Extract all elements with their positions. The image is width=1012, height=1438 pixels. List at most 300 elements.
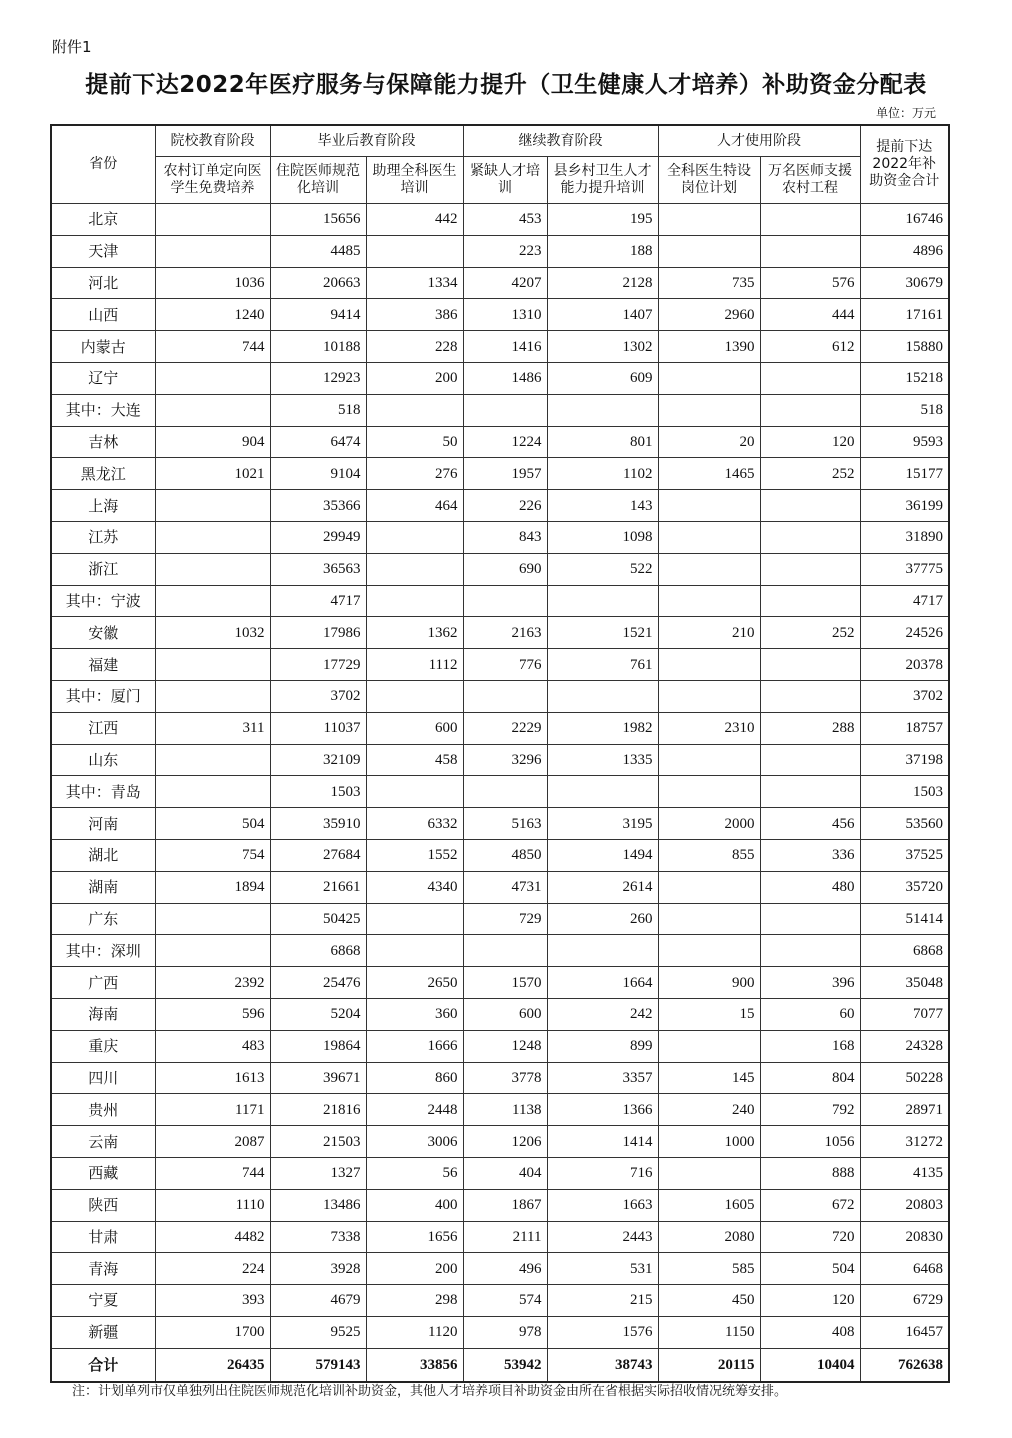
cell-rural-order [155, 903, 270, 935]
cell-assistant-gp [366, 585, 463, 617]
cell-total: 51414 [860, 903, 949, 935]
cell-total: 35048 [860, 967, 949, 999]
cell-rural-order [155, 394, 270, 426]
cell-county-rural: 2128 [547, 267, 658, 299]
cell-10k-doctors [760, 394, 860, 426]
cell-county-rural: 1366 [547, 1094, 658, 1126]
cell-gp-special: 1150 [658, 1316, 760, 1348]
cell-total: 35720 [860, 871, 949, 903]
province-cell: 黑龙江 [51, 458, 155, 490]
cell-county-rural [547, 935, 658, 967]
cell-county-rural [547, 680, 658, 712]
cell-assistant-gp: 600 [366, 712, 463, 744]
province-cell: 上海 [51, 490, 155, 522]
cell-county-rural: 1414 [547, 1126, 658, 1158]
cell-shortage: 3296 [463, 744, 547, 776]
cell-shortage: 2163 [463, 617, 547, 649]
cell-rural-order: 2087 [155, 1126, 270, 1158]
province-cell: 天津 [51, 235, 155, 267]
cell-rural-order: 596 [155, 998, 270, 1030]
province-cell: 江西 [51, 712, 155, 744]
cell-resident: 17986 [270, 617, 366, 649]
cell-resident: 1327 [270, 1157, 366, 1189]
cell-total: 20830 [860, 1221, 949, 1253]
cell-county-rural: 899 [547, 1030, 658, 1062]
cell-rural-order [155, 935, 270, 967]
cell-resident: 4485 [270, 235, 366, 267]
table-row [51, 1126, 949, 1158]
cell-county-rural: 1663 [547, 1189, 658, 1221]
cell-total: 4896 [860, 235, 949, 267]
cell-total: 15177 [860, 458, 949, 490]
cell-county-rural: 242 [547, 998, 658, 1030]
cell-shortage: 1138 [463, 1094, 547, 1126]
cell-shortage [463, 680, 547, 712]
cell-assistant-gp: 298 [366, 1285, 463, 1317]
cell-gp-special: 450 [658, 1285, 760, 1317]
cell-gp-special [658, 394, 760, 426]
table-row [51, 1062, 949, 1094]
cell-assistant-gp [366, 776, 463, 808]
cell-assistant-gp: 1120 [366, 1316, 463, 1348]
cell-assistant-gp: 464 [366, 490, 463, 522]
province-cell: 广东 [51, 903, 155, 935]
cell-10k-doctors: 396 [760, 967, 860, 999]
cell-resident: 19864 [270, 1030, 366, 1062]
cell-total: 4135 [860, 1157, 949, 1189]
cell-shortage: 453 [463, 204, 547, 236]
cell-assistant-gp [366, 521, 463, 553]
cell-shortage: 776 [463, 649, 547, 681]
cell-total: 20803 [860, 1189, 949, 1221]
cell-assistant-gp: 2650 [366, 967, 463, 999]
cell-rural-order: 1021 [155, 458, 270, 490]
province-cell: 浙江 [51, 553, 155, 585]
cell-10k-doctors [760, 935, 860, 967]
cell-county-rural [547, 776, 658, 808]
province-cell: 北京 [51, 204, 155, 236]
summary-row [51, 1348, 949, 1382]
table-row [51, 362, 949, 394]
cell-resident: 11037 [270, 712, 366, 744]
cell-total: 20378 [860, 649, 949, 681]
cell-shortage: 404 [463, 1157, 547, 1189]
table-row [51, 1285, 949, 1317]
cell-rural-order: 1110 [155, 1189, 270, 1221]
cell-gp-special: 1605 [658, 1189, 760, 1221]
cell-10k-doctors: 576 [760, 267, 860, 299]
header-county-rural: 县乡村卫生人才能力提升培训 [547, 157, 658, 204]
cell-10k-doctors: 168 [760, 1030, 860, 1062]
cell-assistant-gp: 200 [366, 362, 463, 394]
table-row [51, 1253, 949, 1285]
cell-10k-doctors [760, 235, 860, 267]
cell-10k-doctors: 804 [760, 1062, 860, 1094]
page-title: 提前下达2022年医疗服务与保障能力提升（卫生健康人才培养）补助资金分配表 [85, 72, 927, 98]
cell-county-rural: 531 [547, 1253, 658, 1285]
cell-rural-order: 1036 [155, 267, 270, 299]
province-cell: 山西 [51, 299, 155, 331]
cell-rural-order [155, 649, 270, 681]
cell-10k-doctors: 456 [760, 808, 860, 840]
cell-shortage: 574 [463, 1285, 547, 1317]
cell-total: 31272 [860, 1126, 949, 1158]
cell-resident: 518 [270, 394, 366, 426]
cell-10k-doctors [760, 903, 860, 935]
cell-gp-special [658, 1030, 760, 1062]
table-row [51, 299, 949, 331]
header-rural-order: 农村订单定向医学生免费培养 [155, 157, 270, 204]
cell-assistant-gp [366, 553, 463, 585]
table-row [51, 331, 949, 363]
cell-10k-doctors: 60 [760, 998, 860, 1030]
province-cell: 西藏 [51, 1157, 155, 1189]
cell-county-rural: 260 [547, 903, 658, 935]
cell-total: 762638 [860, 1348, 949, 1382]
cell-county-rural: 143 [547, 490, 658, 522]
cell-county-rural [547, 585, 658, 617]
cell-county-rural: 3195 [547, 808, 658, 840]
province-cell: 宁夏 [51, 1285, 155, 1317]
cell-shortage: 2111 [463, 1221, 547, 1253]
cell-rural-order: 2392 [155, 967, 270, 999]
cell-resident: 32109 [270, 744, 366, 776]
cell-resident: 579143 [270, 1348, 366, 1382]
cell-shortage [463, 776, 547, 808]
cell-assistant-gp: 4340 [366, 871, 463, 903]
cell-gp-special [658, 362, 760, 394]
cell-resident: 4717 [270, 585, 366, 617]
header-stage-school: 院校教育阶段 [155, 125, 270, 157]
cell-gp-special: 15 [658, 998, 760, 1030]
province-cell: 青海 [51, 1253, 155, 1285]
cell-total: 15880 [860, 331, 949, 363]
cell-shortage [463, 585, 547, 617]
cell-rural-order: 1894 [155, 871, 270, 903]
allocation-table [50, 124, 950, 1383]
cell-assistant-gp: 50 [366, 426, 463, 458]
province-cell: 湖南 [51, 871, 155, 903]
cell-shortage: 3778 [463, 1062, 547, 1094]
cell-shortage [463, 394, 547, 426]
cell-10k-doctors [760, 362, 860, 394]
cell-assistant-gp: 1362 [366, 617, 463, 649]
cell-10k-doctors: 408 [760, 1316, 860, 1348]
cell-10k-doctors [760, 585, 860, 617]
cell-10k-doctors: 444 [760, 299, 860, 331]
cell-10k-doctors [760, 649, 860, 681]
cell-10k-doctors: 10404 [760, 1348, 860, 1382]
cell-resident: 5204 [270, 998, 366, 1030]
cell-resident: 1503 [270, 776, 366, 808]
cell-assistant-gp: 1552 [366, 839, 463, 871]
cell-rural-order [155, 585, 270, 617]
cell-assistant-gp: 400 [366, 1189, 463, 1221]
cell-rural-order: 744 [155, 331, 270, 363]
province-cell: 重庆 [51, 1030, 155, 1062]
table-row [51, 808, 949, 840]
cell-10k-doctors [760, 521, 860, 553]
province-cell: 甘肃 [51, 1221, 155, 1253]
province-cell: 其中：厦门 [51, 680, 155, 712]
cell-total: 6729 [860, 1285, 949, 1317]
cell-rural-order: 311 [155, 712, 270, 744]
table-row [51, 967, 949, 999]
table-row [51, 521, 949, 553]
cell-shortage: 2229 [463, 712, 547, 744]
cell-shortage: 223 [463, 235, 547, 267]
cell-10k-doctors: 336 [760, 839, 860, 871]
table-row [51, 1189, 949, 1221]
cell-shortage [463, 935, 547, 967]
cell-10k-doctors [760, 553, 860, 585]
cell-county-rural: 1576 [547, 1316, 658, 1348]
header-stage-usage: 人才使用阶段 [658, 125, 860, 157]
cell-resident: 4679 [270, 1285, 366, 1317]
cell-rural-order [155, 362, 270, 394]
cell-gp-special [658, 235, 760, 267]
table-row [51, 1094, 949, 1126]
province-cell: 湖北 [51, 839, 155, 871]
table-row [51, 649, 949, 681]
table-row [51, 776, 949, 808]
cell-county-rural: 761 [547, 649, 658, 681]
cell-shortage: 1957 [463, 458, 547, 490]
cell-resident: 36563 [270, 553, 366, 585]
cell-assistant-gp: 386 [366, 299, 463, 331]
cell-county-rural: 195 [547, 204, 658, 236]
cell-total: 15218 [860, 362, 949, 394]
cell-county-rural: 2443 [547, 1221, 658, 1253]
cell-rural-order: 224 [155, 1253, 270, 1285]
table-row [51, 394, 949, 426]
province-cell: 广西 [51, 967, 155, 999]
footnote: 注：计划单列市仅单独列出住院医师规范化培训补助资金，其他人才培养项目补助资金由所在省根据实际招收情况统筹安排。 [72, 1384, 788, 1399]
cell-total: 24526 [860, 617, 949, 649]
header-10k-doctors: 万名医师支援农村工程 [760, 157, 860, 204]
cell-rural-order [155, 490, 270, 522]
province-cell: 新疆 [51, 1316, 155, 1348]
cell-shortage: 1206 [463, 1126, 547, 1158]
cell-10k-doctors: 612 [760, 331, 860, 363]
cell-rural-order [155, 776, 270, 808]
cell-assistant-gp: 458 [366, 744, 463, 776]
cell-rural-order: 1613 [155, 1062, 270, 1094]
table-row [51, 490, 949, 522]
cell-county-rural: 716 [547, 1157, 658, 1189]
cell-gp-special [658, 204, 760, 236]
cell-shortage: 496 [463, 1253, 547, 1285]
cell-resident: 35910 [270, 808, 366, 840]
cell-county-rural: 1098 [547, 521, 658, 553]
cell-rural-order: 1032 [155, 617, 270, 649]
cell-gp-special: 1390 [658, 331, 760, 363]
cell-rural-order: 1700 [155, 1316, 270, 1348]
table-row [51, 1030, 949, 1062]
province-cell: 四川 [51, 1062, 155, 1094]
cell-total: 6868 [860, 935, 949, 967]
cell-10k-doctors: 888 [760, 1157, 860, 1189]
cell-shortage: 4207 [463, 267, 547, 299]
cell-shortage: 843 [463, 521, 547, 553]
province-cell: 河南 [51, 808, 155, 840]
header-shortage: 紧缺人才培训 [463, 157, 547, 204]
cell-total: 4717 [860, 585, 949, 617]
cell-total: 28971 [860, 1094, 949, 1126]
cell-total: 37525 [860, 839, 949, 871]
table-row [51, 204, 949, 236]
province-cell: 其中：深圳 [51, 935, 155, 967]
cell-resident: 15656 [270, 204, 366, 236]
cell-assistant-gp: 200 [366, 1253, 463, 1285]
cell-gp-special [658, 1157, 760, 1189]
cell-total: 24328 [860, 1030, 949, 1062]
cell-resident: 27684 [270, 839, 366, 871]
cell-10k-doctors: 480 [760, 871, 860, 903]
cell-rural-order: 4482 [155, 1221, 270, 1253]
table-row [51, 839, 949, 871]
table-row [51, 712, 949, 744]
cell-shortage: 1310 [463, 299, 547, 331]
table-row [51, 935, 949, 967]
header-assistant-gp: 助理全科医生培训 [366, 157, 463, 204]
cell-gp-special: 2960 [658, 299, 760, 331]
header-gp-special: 全科医生特设岗位计划 [658, 157, 760, 204]
cell-assistant-gp [366, 680, 463, 712]
cell-rural-order: 393 [155, 1285, 270, 1317]
table-row [51, 585, 949, 617]
cell-rural-order: 904 [155, 426, 270, 458]
cell-assistant-gp [366, 935, 463, 967]
province-cell: 云南 [51, 1126, 155, 1158]
cell-county-rural: 215 [547, 1285, 658, 1317]
cell-10k-doctors [760, 776, 860, 808]
cell-10k-doctors [760, 680, 860, 712]
cell-10k-doctors [760, 490, 860, 522]
cell-gp-special [658, 776, 760, 808]
table-row [51, 680, 949, 712]
province-cell: 海南 [51, 998, 155, 1030]
cell-assistant-gp: 228 [366, 331, 463, 363]
province-cell: 合计 [51, 1348, 155, 1382]
cell-county-rural: 188 [547, 235, 658, 267]
table-row [51, 998, 949, 1030]
cell-assistant-gp: 6332 [366, 808, 463, 840]
cell-resident: 6868 [270, 935, 366, 967]
cell-resident: 10188 [270, 331, 366, 363]
cell-assistant-gp: 1666 [366, 1030, 463, 1062]
cell-county-rural: 1521 [547, 617, 658, 649]
cell-shortage: 1570 [463, 967, 547, 999]
attachment-label: 附件1 [52, 38, 92, 56]
province-cell: 辽宁 [51, 362, 155, 394]
province-cell: 内蒙古 [51, 331, 155, 363]
cell-10k-doctors: 252 [760, 458, 860, 490]
cell-shortage: 4850 [463, 839, 547, 871]
cell-10k-doctors: 504 [760, 1253, 860, 1285]
cell-county-rural: 609 [547, 362, 658, 394]
cell-total: 7077 [860, 998, 949, 1030]
cell-county-rural: 1407 [547, 299, 658, 331]
cell-resident: 3928 [270, 1253, 366, 1285]
cell-10k-doctors: 252 [760, 617, 860, 649]
cell-rural-order: 483 [155, 1030, 270, 1062]
table-row [51, 426, 949, 458]
cell-county-rural: 1302 [547, 331, 658, 363]
cell-resident: 13486 [270, 1189, 366, 1221]
cell-shortage: 5163 [463, 808, 547, 840]
cell-10k-doctors: 792 [760, 1094, 860, 1126]
table-row [51, 903, 949, 935]
province-cell: 其中：青岛 [51, 776, 155, 808]
cell-shortage: 690 [463, 553, 547, 585]
province-cell: 河北 [51, 267, 155, 299]
cell-resident: 12923 [270, 362, 366, 394]
cell-gp-special [658, 490, 760, 522]
cell-gp-special: 2310 [658, 712, 760, 744]
cell-resident: 9525 [270, 1316, 366, 1348]
cell-10k-doctors [760, 204, 860, 236]
cell-assistant-gp [366, 235, 463, 267]
cell-assistant-gp [366, 394, 463, 426]
cell-county-rural: 2614 [547, 871, 658, 903]
cell-resident: 6474 [270, 426, 366, 458]
cell-county-rural: 38743 [547, 1348, 658, 1382]
province-cell: 其中：大连 [51, 394, 155, 426]
cell-rural-order [155, 204, 270, 236]
cell-county-rural: 1664 [547, 967, 658, 999]
cell-gp-special: 585 [658, 1253, 760, 1285]
cell-resident: 35366 [270, 490, 366, 522]
header-province: 省份 [51, 125, 155, 204]
cell-shortage: 4731 [463, 871, 547, 903]
cell-assistant-gp: 3006 [366, 1126, 463, 1158]
cell-gp-special: 20 [658, 426, 760, 458]
cell-county-rural: 1102 [547, 458, 658, 490]
province-cell: 山东 [51, 744, 155, 776]
table-row [51, 871, 949, 903]
cell-resident: 3702 [270, 680, 366, 712]
cell-resident: 9104 [270, 458, 366, 490]
cell-rural-order: 504 [155, 808, 270, 840]
cell-10k-doctors: 120 [760, 426, 860, 458]
cell-rural-order [155, 744, 270, 776]
cell-gp-special [658, 935, 760, 967]
cell-shortage: 53942 [463, 1348, 547, 1382]
cell-resident: 7338 [270, 1221, 366, 1253]
header-total: 提前下达2022年补助资金合计 [860, 125, 949, 204]
cell-total: 9593 [860, 426, 949, 458]
cell-gp-special: 1465 [658, 458, 760, 490]
cell-resident: 29949 [270, 521, 366, 553]
cell-rural-order: 1240 [155, 299, 270, 331]
cell-rural-order [155, 553, 270, 585]
cell-shortage: 1248 [463, 1030, 547, 1062]
cell-resident: 20663 [270, 267, 366, 299]
cell-rural-order: 26435 [155, 1348, 270, 1382]
cell-rural-order [155, 680, 270, 712]
cell-assistant-gp: 360 [366, 998, 463, 1030]
cell-shortage: 978 [463, 1316, 547, 1348]
table-row [51, 553, 949, 585]
cell-gp-special: 855 [658, 839, 760, 871]
cell-total: 37198 [860, 744, 949, 776]
cell-resident: 21816 [270, 1094, 366, 1126]
cell-rural-order [155, 521, 270, 553]
table-row [51, 1221, 949, 1253]
header-stage-continuing: 继续教育阶段 [463, 125, 658, 157]
cell-gp-special [658, 871, 760, 903]
